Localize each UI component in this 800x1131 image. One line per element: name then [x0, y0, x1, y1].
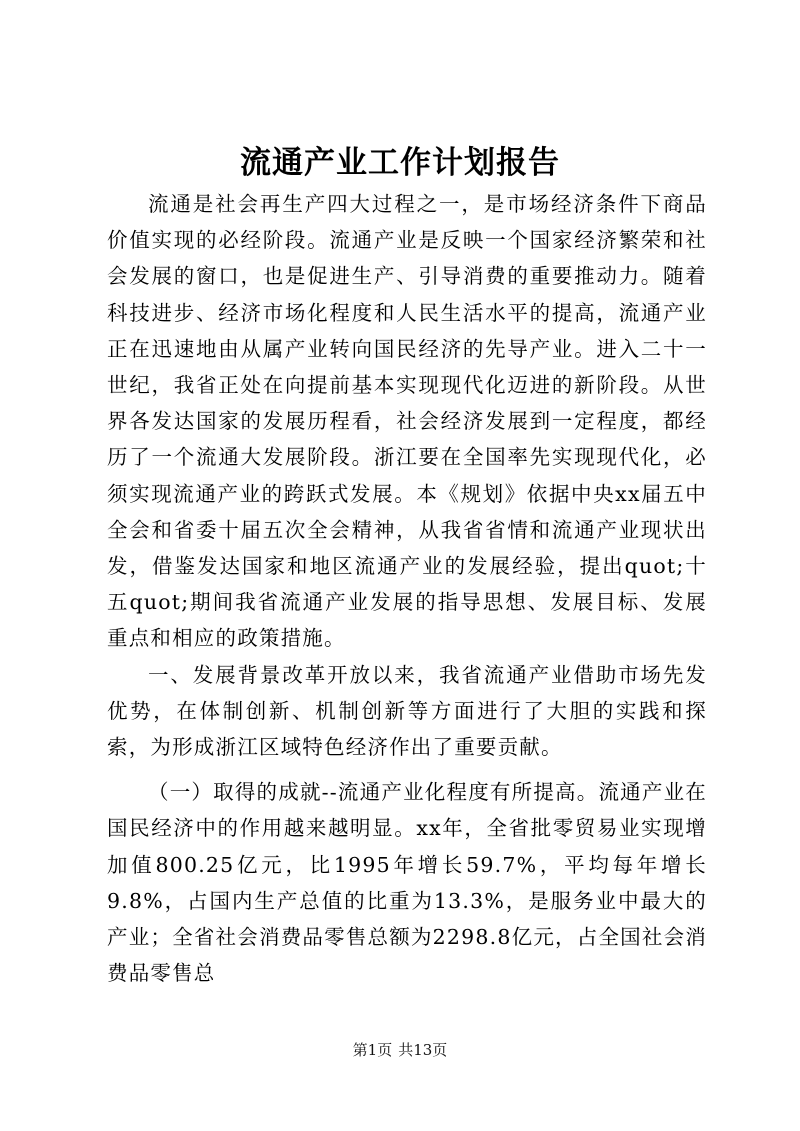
page-footer [0, 1040, 800, 1060]
paragraph-intro: 流通是社会再生产四大过程之一，是市场经济条件下商品价值实现的必经阶段。流通产业是反映一个国家经济繁荣和社会发展的窗口，也是促进生产、引导消费的重要推动力。随着科技进步、经济市场化程度和人民生活水平的提高，流通产业正在迅速地由从属产业转向国民经济的先导产业。进入二十一世纪，我省正处在向提前基本实现现代化迈进的新阶段。从世界各发达国家的发展历程看，社会经济发展到一定程度，都经历了一个流通大发展阶段。浙江要在全国率先实现现代化，必须实现流通产业的跨跃式发展。本《规划》依据中央xx届五中全会和省委十届五次全会精神，从我省省情和流通产业现状出发，借鉴发达国家和地区流通产业的发展经验，提出quot;十五quot;期间我省流通产业发展的指导思想、发展目标、发展重点和相应的政策措施。 [107, 192, 707, 651]
page-number: 第1页 [352, 1041, 393, 1059]
paragraph-achievements: （一）取得的成就--流通产业化程度有所提高。流通产业在国民经济中的作用越来越明显。xx年，全省批零贸易业实现增加值800.25亿元，比1995年增长59.7%，平均每年增长9.8%，占国内生产总值的比重为13.3%，是服务业中最大的产业；全省社会消费品零售总额为2298.8亿元，占全国社会消费品零售总 [107, 780, 707, 986]
page-total: 共13页 [398, 1041, 448, 1059]
document-title: 流通产业工作计划报告 [240, 145, 560, 181]
paragraph-background: 一、发展背景改革开放以来，我省流通产业借助市场先发优势，在体制创新、机制创新等方面进行了大胆的实践和探索，为形成浙江区域特色经济作出了重要贡献。 [107, 662, 707, 760]
document-body [107, 186, 707, 991]
